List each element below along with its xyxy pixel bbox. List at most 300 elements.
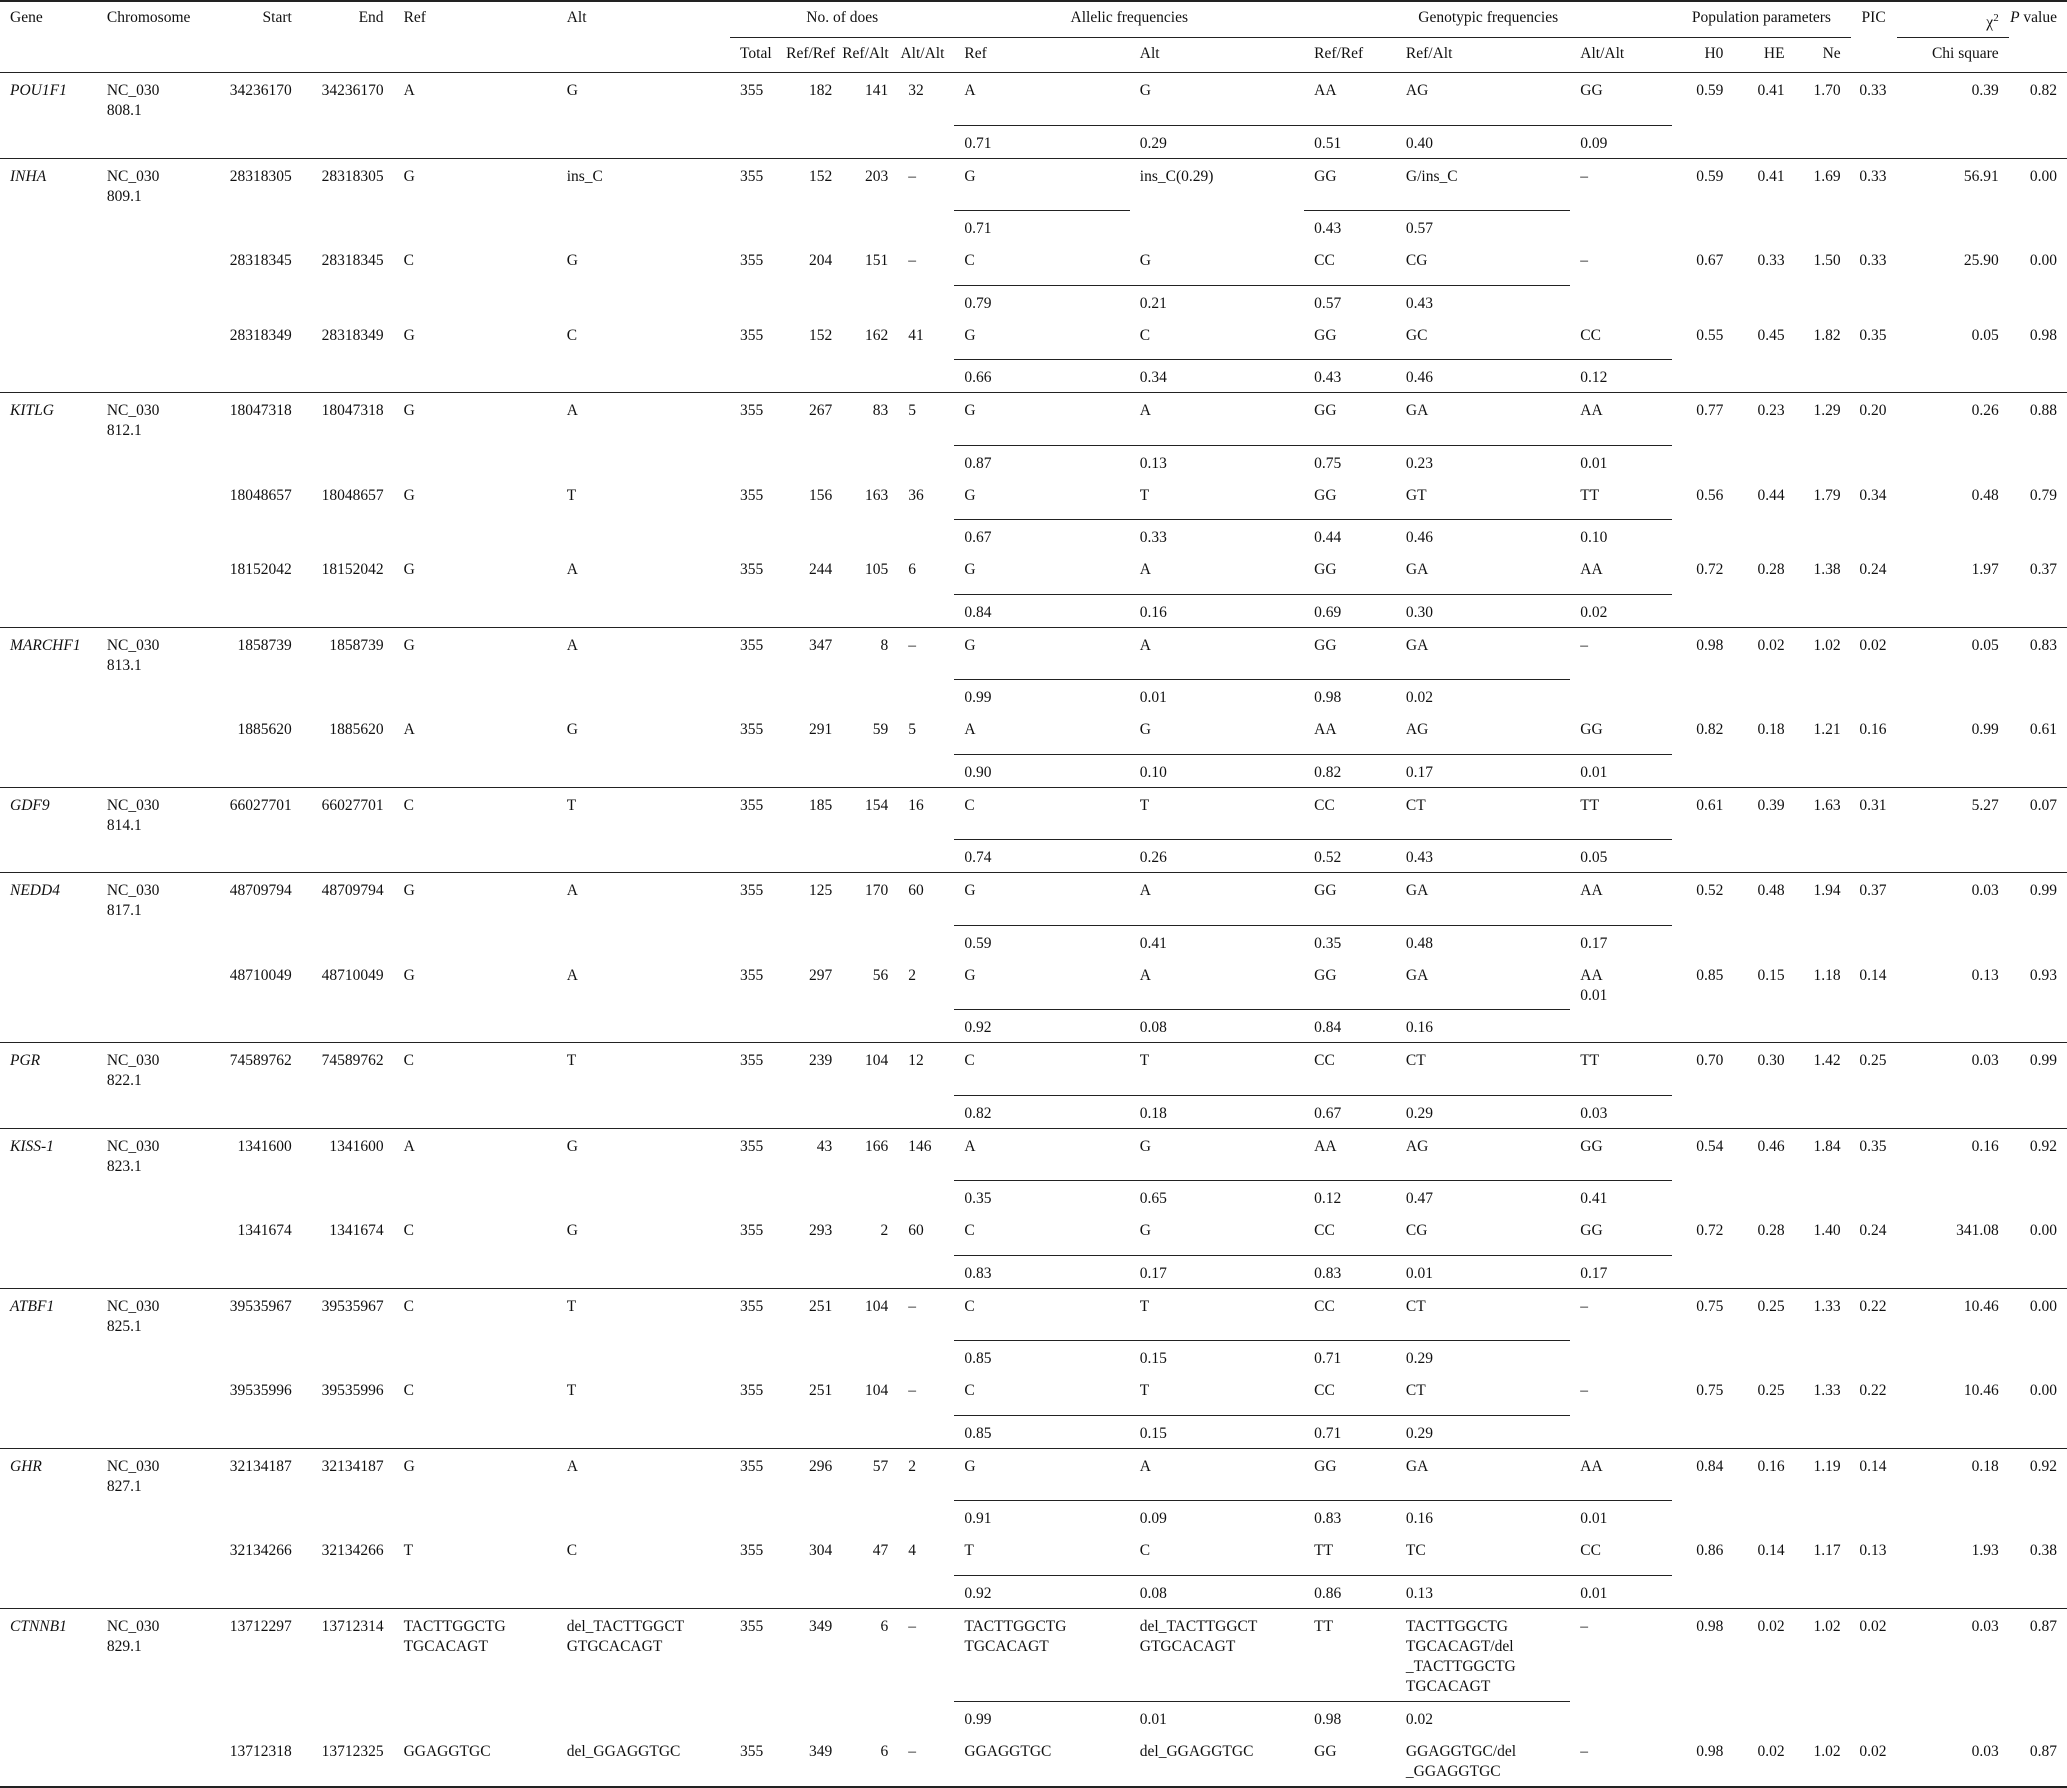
- gene-empty: [0, 958, 97, 1010]
- freq-empty: [1733, 1255, 1794, 1288]
- total-count: 355: [730, 158, 786, 211]
- ref-alt-count: 6: [842, 1734, 898, 1787]
- pic-value: 0.14: [1859, 966, 1887, 984]
- ref-allele: A: [394, 1128, 557, 1181]
- end-position: 39535967: [302, 1288, 394, 1341]
- h0-value: 0.75: [1672, 1288, 1733, 1341]
- alt-alt-count: 16: [898, 787, 954, 840]
- genotype-ref-ref-frequency: 0.71: [1304, 1341, 1396, 1374]
- freq-empty: [786, 840, 842, 873]
- allele-ref-frequency: 0.84: [954, 594, 1129, 627]
- alt-alt-count: 32: [898, 73, 954, 126]
- chi-square-value: 0.03: [1897, 873, 2009, 926]
- total-count: 355: [730, 787, 786, 840]
- freq-empty: [1897, 1415, 2009, 1448]
- ref-allele: G: [403, 561, 415, 579]
- ref-alt-count: 203: [842, 158, 898, 211]
- freq-empty: [1733, 445, 1794, 478]
- freq-empty: [1672, 680, 1733, 713]
- freq-empty: [97, 520, 209, 553]
- allele-ref: G: [964, 486, 976, 504]
- freq-empty: [730, 1501, 786, 1534]
- ref-alt-count: 57: [842, 1448, 898, 1501]
- freq-empty: [898, 1415, 954, 1448]
- genotype-alt-alt-frequency: 0.01: [1570, 1575, 1672, 1608]
- he-value: 0.48: [1733, 873, 1794, 926]
- genotype-alt-alt-frequency: 0.05: [1570, 840, 1672, 873]
- freq-empty: [730, 1010, 786, 1043]
- freq-empty: [0, 520, 97, 553]
- genotype-alt-alt: CC: [1580, 326, 1601, 344]
- allele-alt-frequency: 0.26: [1130, 840, 1304, 873]
- alt-alt-count: 2: [898, 1448, 954, 1501]
- genotype-ref-alt: GA: [1396, 1448, 1570, 1501]
- freq-empty: [730, 1181, 786, 1214]
- alt-alt-count: –: [898, 627, 954, 680]
- frequency-row: [0, 1095, 2067, 1128]
- frequency-row: [0, 1341, 2067, 1374]
- allele-alt: A: [1130, 627, 1304, 680]
- allele-alt: ins_C(0.29): [1130, 158, 1304, 211]
- genotype-alt-alt: GG: [1570, 73, 1672, 126]
- freq-empty: [2009, 445, 2067, 478]
- genotype-ref-ref-frequency: 0.83: [1304, 1255, 1396, 1288]
- freq-empty: [97, 840, 209, 873]
- group-population-parameters: Population parameters: [1672, 1, 1850, 38]
- end-position: 66027701: [302, 787, 394, 840]
- genotype-ref-alt-frequency: 0.29: [1396, 1095, 1570, 1128]
- freq-empty: [209, 360, 302, 393]
- he-value: 0.02: [1733, 1734, 1794, 1787]
- ref-allele: G: [394, 627, 557, 680]
- freq-empty: [1851, 1341, 1897, 1374]
- freq-empty: [1897, 1501, 2009, 1534]
- freq-empty: [557, 285, 730, 318]
- genotype-alt-alt-frequency: 0.09: [1570, 125, 1672, 158]
- chi-superscript: 2: [1993, 12, 1999, 24]
- h0-value: 0.54: [1672, 1128, 1733, 1181]
- freq-empty: [1851, 1181, 1897, 1214]
- freq-empty: [0, 445, 97, 478]
- chromosome: NC_030 817.1: [97, 873, 209, 926]
- freq-empty: [842, 594, 898, 627]
- ne-value: 1.29: [1795, 393, 1851, 446]
- allele-alt-frequency: 0.13: [1130, 445, 1304, 478]
- table-body: [0, 73, 2067, 1787]
- freq-empty: [898, 925, 954, 958]
- freq-empty: [0, 1255, 97, 1288]
- col-p-value: [2009, 1, 2067, 38]
- genotype-ref-ref-frequency: 0.67: [1304, 1095, 1396, 1128]
- genotype-ref-ref-frequency: 0.44: [1304, 520, 1396, 553]
- sub-geno-ref-ref: Ref/Ref: [1304, 38, 1396, 73]
- freq-empty: [1733, 1501, 1794, 1534]
- frequency-row: [0, 1181, 2067, 1214]
- pic-value: 0.02: [1851, 1608, 1897, 1701]
- genotype-alt-alt-frequency: [1570, 1010, 1672, 1043]
- gene-empty: [0, 1373, 97, 1415]
- start-position: 32134266: [229, 1542, 292, 1560]
- allele-alt: T: [1130, 787, 1304, 840]
- end-position: 28318345: [321, 252, 384, 270]
- ref-alt-count: 59: [872, 721, 889, 739]
- freq-empty: [786, 1501, 842, 1534]
- freq-empty: [1851, 840, 1897, 873]
- ref-allele: TACTTGGCTG TGCACAGT: [394, 1608, 557, 1701]
- genotype-ref-ref: CC: [1314, 1382, 1335, 1400]
- chromosome-empty: [97, 243, 209, 285]
- allele-ref: G: [964, 326, 976, 344]
- end-position: 13712325: [302, 1734, 394, 1787]
- genotype-alt-alt-frequency: 0.41: [1570, 1181, 1672, 1214]
- total-count: 355: [740, 252, 764, 270]
- genotype-ref-alt: CT: [1396, 1043, 1570, 1096]
- freq-empty: [1851, 1575, 1897, 1608]
- freq-empty: [1733, 594, 1794, 627]
- pic-value: 0.13: [1859, 1542, 1887, 1560]
- freq-empty: [394, 125, 557, 158]
- chi-square-value: 25.90: [1963, 252, 1999, 270]
- chromosome: NC_030 812.1: [97, 393, 209, 446]
- freq-empty: [1672, 925, 1733, 958]
- he-value: 0.16: [1733, 1448, 1794, 1501]
- genotype-alt-alt-frequency: 0.12: [1570, 360, 1672, 393]
- freq-empty: [842, 1255, 898, 1288]
- ne-value: 1.17: [1813, 1542, 1841, 1560]
- p-value: 0.87: [2009, 1734, 2067, 1787]
- freq-empty: [1672, 360, 1733, 393]
- freq-empty: [786, 1415, 842, 1448]
- h0-value: 0.75: [1696, 1382, 1724, 1400]
- group-genotypic-frequencies: Genotypic frequencies: [1304, 1, 1672, 38]
- freq-empty: [209, 1255, 302, 1288]
- freq-empty: [557, 1095, 730, 1128]
- freq-empty: [97, 360, 209, 393]
- alt-alt-count: 12: [898, 1043, 954, 1096]
- frequency-row: [0, 1010, 2067, 1043]
- genotype-alt-alt: TT: [1570, 787, 1672, 840]
- genotype-alt-alt: GG: [1570, 1128, 1672, 1181]
- freq-empty: [1897, 1181, 2009, 1214]
- genotype-ref-alt-frequency: 0.57: [1396, 211, 1570, 244]
- freq-empty: [557, 520, 730, 553]
- freq-empty: [1795, 125, 1851, 158]
- freq-empty: [2009, 1341, 2067, 1374]
- freq-empty: [786, 594, 842, 627]
- chi-square-value: 0.05: [1897, 627, 2009, 680]
- genotype-ref-alt: CG: [1405, 252, 1428, 270]
- freq-empty: [1795, 1255, 1851, 1288]
- freq-empty: [209, 754, 302, 787]
- p-italic: P: [2010, 9, 2020, 26]
- allele-alt: T: [1139, 1382, 1150, 1400]
- pic-value: 0.34: [1859, 486, 1887, 504]
- allele-alt: T: [1130, 1288, 1304, 1341]
- freq-empty: [0, 1010, 97, 1043]
- alt-alt-count: 60: [908, 1222, 924, 1240]
- total-count: 355: [740, 326, 764, 344]
- h0-value: 0.72: [1696, 561, 1724, 579]
- freq-empty: [730, 125, 786, 158]
- chi-square-value: 0.13: [1971, 966, 1999, 984]
- alt-alt-count: –: [898, 1734, 954, 1787]
- ref-allele: A: [403, 721, 415, 739]
- genotype-ref-alt: GA: [1396, 627, 1570, 680]
- p-value: 0.00: [2029, 1222, 2057, 1240]
- freq-empty: [730, 925, 786, 958]
- alt-allele: A: [557, 393, 730, 446]
- sub-geno-alt-alt: Alt/Alt: [1570, 38, 1672, 73]
- alt-allele: del_TACTTGGCT GTGCACAGT: [557, 1608, 730, 1701]
- pic-value: 0.14: [1851, 1448, 1897, 1501]
- ref-ref-count: 291: [808, 721, 833, 739]
- genotype-alt-alt: –: [1570, 158, 1672, 211]
- genotype-ref-ref: AA: [1304, 1128, 1396, 1181]
- freq-empty: [1795, 594, 1851, 627]
- freq-empty: [842, 360, 898, 393]
- freq-empty: [786, 1095, 842, 1128]
- h0-value: 0.72: [1696, 1222, 1724, 1240]
- freq-empty: [97, 754, 209, 787]
- freq-empty: [1795, 1701, 1851, 1734]
- chi-square-value: 0.16: [1897, 1128, 2009, 1181]
- freq-empty: [786, 125, 842, 158]
- freq-empty: [0, 125, 97, 158]
- alt-allele: T: [566, 486, 577, 504]
- allele-alt-frequency: 0.08: [1130, 1010, 1304, 1043]
- allele-ref: C: [964, 252, 975, 270]
- freq-empty: [1672, 1575, 1733, 1608]
- chromosome-empty: [97, 712, 209, 754]
- sub-alt-alt: Alt/Alt: [898, 38, 954, 73]
- freq-empty: [1795, 840, 1851, 873]
- freq-empty: [557, 925, 730, 958]
- freq-empty: [842, 445, 898, 478]
- gene-name: ATBF1: [0, 1288, 97, 1341]
- freq-empty: [1795, 1501, 1851, 1534]
- freq-empty: [730, 680, 786, 713]
- alt-allele: G: [566, 721, 578, 739]
- genotype-ref-ref: GG: [1304, 1448, 1396, 1501]
- allele-ref: A: [954, 73, 1129, 126]
- freq-empty: [730, 360, 786, 393]
- ne-value: 1.21: [1813, 721, 1841, 739]
- he-value: 0.02: [1733, 627, 1794, 680]
- freq-empty: [0, 1415, 97, 1448]
- allele-alt-frequency: 0.34: [1130, 360, 1304, 393]
- freq-empty: [209, 125, 302, 158]
- freq-empty: [1795, 1181, 1851, 1214]
- freq-empty: [394, 1575, 557, 1608]
- freq-empty: [1733, 360, 1794, 393]
- genotype-ref-ref-frequency: 0.71: [1304, 1415, 1396, 1448]
- freq-empty: [2009, 754, 2067, 787]
- p-value: 0.79: [2029, 486, 2057, 504]
- table-row: [0, 1213, 2067, 1255]
- allele-ref: G: [964, 561, 976, 579]
- he-value: 0.02: [1733, 1608, 1794, 1701]
- freq-empty: [209, 1575, 302, 1608]
- freq-empty: [1897, 594, 2009, 627]
- genotype-ref-ref-frequency: 0.69: [1304, 594, 1396, 627]
- genotype-ref-alt: AG: [1405, 721, 1429, 739]
- h0-value: 0.61: [1672, 787, 1733, 840]
- p-value: 0.92: [2009, 1128, 2067, 1181]
- he-value: 0.46: [1733, 1128, 1794, 1181]
- table-row: [0, 393, 2067, 446]
- freq-empty: [898, 1341, 954, 1374]
- freq-empty: [0, 1701, 97, 1734]
- genotype-alt-alt: –: [1570, 1734, 1672, 1787]
- pic-value: 0.25: [1851, 1043, 1897, 1096]
- allele-alt-frequency: 0.01: [1130, 680, 1304, 713]
- he-value: 0.25: [1757, 1382, 1785, 1400]
- h0-value: 0.59: [1672, 158, 1733, 211]
- table-row: [0, 958, 2067, 1010]
- alt-allele: A: [566, 561, 578, 579]
- alt-allele: T: [557, 787, 730, 840]
- genotype-alt-alt: –: [1580, 1382, 1589, 1400]
- allele-alt: G: [1139, 1222, 1151, 1240]
- freq-empty: [842, 1341, 898, 1374]
- frequency-row: [0, 1501, 2067, 1534]
- genotype-ref-ref-frequency: 0.82: [1304, 754, 1396, 787]
- pic-value: 0.33: [1851, 158, 1897, 211]
- gene-name: GHR: [0, 1448, 97, 1501]
- genotype-alt-alt: GG: [1580, 721, 1603, 739]
- end-position: 1341674: [329, 1222, 384, 1240]
- freq-empty: [898, 840, 954, 873]
- genotype-alt-alt-frequency: 0.03: [1570, 1095, 1672, 1128]
- chromosome: NC_030 809.1: [97, 158, 209, 211]
- ne-value: 1.18: [1813, 966, 1841, 984]
- alt-allele: del_GGAGGTGC: [557, 1734, 730, 1787]
- chi-square-value: 0.05: [1971, 326, 1999, 344]
- freq-empty: [97, 1010, 209, 1043]
- freq-empty: [898, 594, 954, 627]
- freq-empty: [1733, 1010, 1794, 1043]
- sub-total: Total: [730, 38, 786, 73]
- freq-empty: [2009, 840, 2067, 873]
- header-row-sub: [0, 38, 2067, 73]
- sub-geno-ref-alt: Ref/Alt: [1396, 38, 1570, 73]
- ref-alt-count: 141: [842, 73, 898, 126]
- freq-empty: [842, 1575, 898, 1608]
- genotype-ref-alt-frequency: 0.23: [1396, 445, 1570, 478]
- chi-square-value: 0.18: [1897, 1448, 2009, 1501]
- freq-empty: [97, 1095, 209, 1128]
- allele-ref: G: [954, 627, 1129, 680]
- chi-square-value: 0.48: [1971, 486, 1999, 504]
- freq-empty: [1672, 1010, 1733, 1043]
- alt-alt-count: 36: [908, 486, 924, 504]
- freq-empty: [394, 360, 557, 393]
- pic-value: 0.22: [1851, 1288, 1897, 1341]
- genotype-ref-ref-frequency: 0.43: [1304, 211, 1396, 244]
- genotype-ref-ref-frequency: 0.98: [1304, 680, 1396, 713]
- freq-empty: [394, 1701, 557, 1734]
- p-value: 0.38: [2029, 1542, 2057, 1560]
- freq-empty: [786, 1255, 842, 1288]
- he-value: 0.28: [1757, 561, 1785, 579]
- freq-empty: [898, 1701, 954, 1734]
- gene-name: MARCHF1: [0, 627, 97, 680]
- gene-name: CTNNB1: [0, 1608, 97, 1701]
- freq-empty: [786, 1010, 842, 1043]
- genotype-ref-ref: GG: [1314, 561, 1337, 579]
- allele-ref-frequency: 0.67: [954, 520, 1129, 553]
- genotype-ref-alt-frequency: 0.02: [1396, 1701, 1570, 1734]
- freq-empty: [557, 125, 730, 158]
- freq-empty: [1733, 680, 1794, 713]
- genotype-alt-alt: GG: [1580, 1222, 1603, 1240]
- freq-empty: [842, 1501, 898, 1534]
- total-count: 355: [740, 966, 764, 984]
- col-start: Start: [209, 1, 302, 38]
- freq-empty: [2009, 1575, 2067, 1608]
- freq-empty: [209, 1415, 302, 1448]
- allele-ref: G: [954, 393, 1129, 446]
- freq-empty: [786, 360, 842, 393]
- allele-alt-frequency: 0.01: [1130, 1701, 1304, 1734]
- freq-empty: [209, 840, 302, 873]
- group-no-of-does: No. of does: [730, 1, 954, 38]
- freq-empty: [842, 211, 898, 244]
- genotype-ref-alt: AG: [1396, 73, 1570, 126]
- freq-empty: [2009, 125, 2067, 158]
- ne-value: 1.69: [1795, 158, 1851, 211]
- freq-empty: [730, 1701, 786, 1734]
- ref-alt-count: 105: [865, 561, 889, 579]
- alt-alt-count: –: [898, 1608, 954, 1701]
- freq-empty: [302, 1010, 394, 1043]
- freq-empty: [842, 1415, 898, 1448]
- freq-empty: [1672, 285, 1733, 318]
- freq-empty: [1672, 1095, 1733, 1128]
- frequency-row: [0, 680, 2067, 713]
- freq-empty: [0, 285, 97, 318]
- freq-empty: [1897, 1255, 2009, 1288]
- freq-empty: [842, 680, 898, 713]
- ne-value: 1.82: [1813, 326, 1841, 344]
- ref-alt-count: 170: [842, 873, 898, 926]
- gene-empty: [0, 478, 97, 520]
- start-position: 18048657: [229, 486, 292, 504]
- genotype-ref-alt-frequency: 0.40: [1396, 125, 1570, 158]
- frequency-row: [0, 1255, 2067, 1288]
- ref-ref-count: 152: [808, 326, 833, 344]
- genotype-ref-ref: TT: [1314, 1542, 1334, 1560]
- ne-value: 1.84: [1795, 1128, 1851, 1181]
- freq-empty: [394, 1181, 557, 1214]
- freq-empty: [842, 285, 898, 318]
- genotype-ref-ref: CC: [1314, 1222, 1335, 1240]
- freq-empty: [1897, 680, 2009, 713]
- allele-ref: C: [954, 1288, 1129, 1341]
- chi-square-value: 10.46: [1963, 1382, 1999, 1400]
- start-position: 18152042: [229, 561, 292, 579]
- allele-ref-frequency: 0.83: [954, 1255, 1129, 1288]
- p-value: 0.61: [2029, 721, 2057, 739]
- freq-empty: [0, 680, 97, 713]
- ref-allele: C: [403, 252, 414, 270]
- freq-empty: [1851, 1415, 1897, 1448]
- freq-empty: [1672, 125, 1733, 158]
- ref-ref-count: 251: [808, 1382, 833, 1400]
- end-position: 28318305: [302, 158, 394, 211]
- start-position: 18047318: [209, 393, 302, 446]
- col-pic: PIC: [1851, 1, 1897, 38]
